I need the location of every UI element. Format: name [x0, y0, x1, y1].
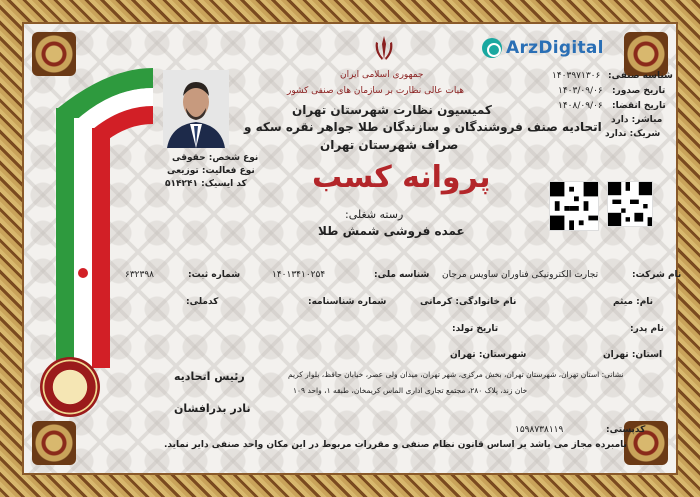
operator-status: مباشر: دارد — [611, 115, 663, 125]
republic-title: جمهوری اسلامی ایران — [340, 70, 424, 80]
corner-ornament — [624, 32, 668, 76]
guild-id-label: شناسه صنفی: — [608, 71, 673, 81]
birth-date-label: تاریخ تولد: — [452, 324, 499, 334]
arzdigital-logo-icon — [482, 38, 502, 58]
city: شهرستان: تهران — [450, 350, 527, 360]
union-line-2: صراف شهرستان تهران — [320, 138, 459, 152]
national-id-value: ۱۴۰۱۳۴۱۰۲۵۴ — [272, 270, 326, 280]
president-title: رئیس اتحادیه — [174, 370, 245, 383]
qr-code-icon — [549, 181, 599, 231]
postal-code-label: کدپستی: — [606, 425, 646, 435]
board-title: هیات عالی نظارت بر سازمان های صنفی کشور — [287, 86, 465, 96]
union-line-1: اتحادیه صنف فروشندگان و سازندگان طلا جواهر نقره سکه و — [244, 120, 602, 134]
holder-photo — [163, 70, 229, 148]
guild-id-value: ۱۴۰۳۹۷۱۳۰۶ — [552, 71, 601, 81]
registration-label: شماره ثبت: — [188, 270, 241, 280]
license-title: پروانه کسب — [312, 160, 491, 195]
issue-date-value: ۱۴۰۳/۰۹/۰۶ — [558, 86, 603, 96]
issue-date-label: تاریخ صدور: — [612, 86, 666, 96]
arzdigital-logo — [482, 38, 604, 58]
national-code-label: کدملی: — [186, 297, 219, 307]
flag-ribbon-icon — [48, 58, 158, 368]
expire-date-label: تاریخ انقضا: — [612, 101, 666, 111]
activity-type: نوع فعالیت: توزیعی — [167, 166, 255, 176]
president-name: نادر بذرافشان — [174, 402, 251, 415]
company-value: تجارت الکترونیکی فناوران ساویس مرجان — [442, 270, 599, 280]
father-name-label: نام پدر: — [630, 324, 664, 334]
iran-emblem-icon — [372, 34, 396, 64]
national-id-label: شناسه ملی: — [374, 270, 430, 280]
ministry-seal-icon — [40, 357, 100, 417]
postal-code-value: ۱۵۹۸۷۳۸۱۱۹ — [515, 425, 564, 435]
qr-code-icon — [607, 181, 653, 227]
isic-code: کد ایسیک: ۵۱۴۲۴۱ — [165, 179, 247, 189]
province: استان: تهران — [603, 350, 663, 360]
id-number-label: شماره شناسنامه: — [308, 297, 387, 307]
address-line-1: نشانی: استان تهران، شهرستان تهران، بخش مرکزی، شهر تهران، میدان ولی عصر، خیابان حافظ، بلوار کریم — [288, 370, 624, 379]
first-name: نام: میثم — [613, 297, 654, 307]
partner-status: شریک: ندارد — [605, 129, 661, 139]
corner-ornament — [32, 421, 76, 465]
brand-name: ArzDigital — [506, 38, 604, 58]
legal-footer: نامبرده مجاز می باشد بر اساس قانون نظام صنفی و مقررات مربوط در این مکان واحد صنفی دایر نماید. — [164, 440, 627, 450]
job-field-label: رسته شغلی: — [345, 208, 404, 221]
address-line-2: خان زند، پلاک ۲۸۰، مجتمع تجاری اداری الماس کریمخان، طبقه ۱، واحد ۱۰۹ — [293, 386, 528, 395]
expire-date-value: ۱۴۰۸/۰۹/۰۶ — [558, 101, 603, 111]
job-field-value: عمده فروشی شمش طلا — [318, 224, 465, 238]
family-name: نام خانوادگی: کرمانی — [420, 297, 517, 307]
person-type: نوع شخص: حقوقی — [172, 153, 259, 163]
commission-title: کمیسیون نظارت شهرستان تهران — [292, 103, 492, 117]
company-label: نام شرکت: — [632, 270, 682, 280]
registration-value: ۶۳۲۳۹۸ — [125, 270, 155, 280]
